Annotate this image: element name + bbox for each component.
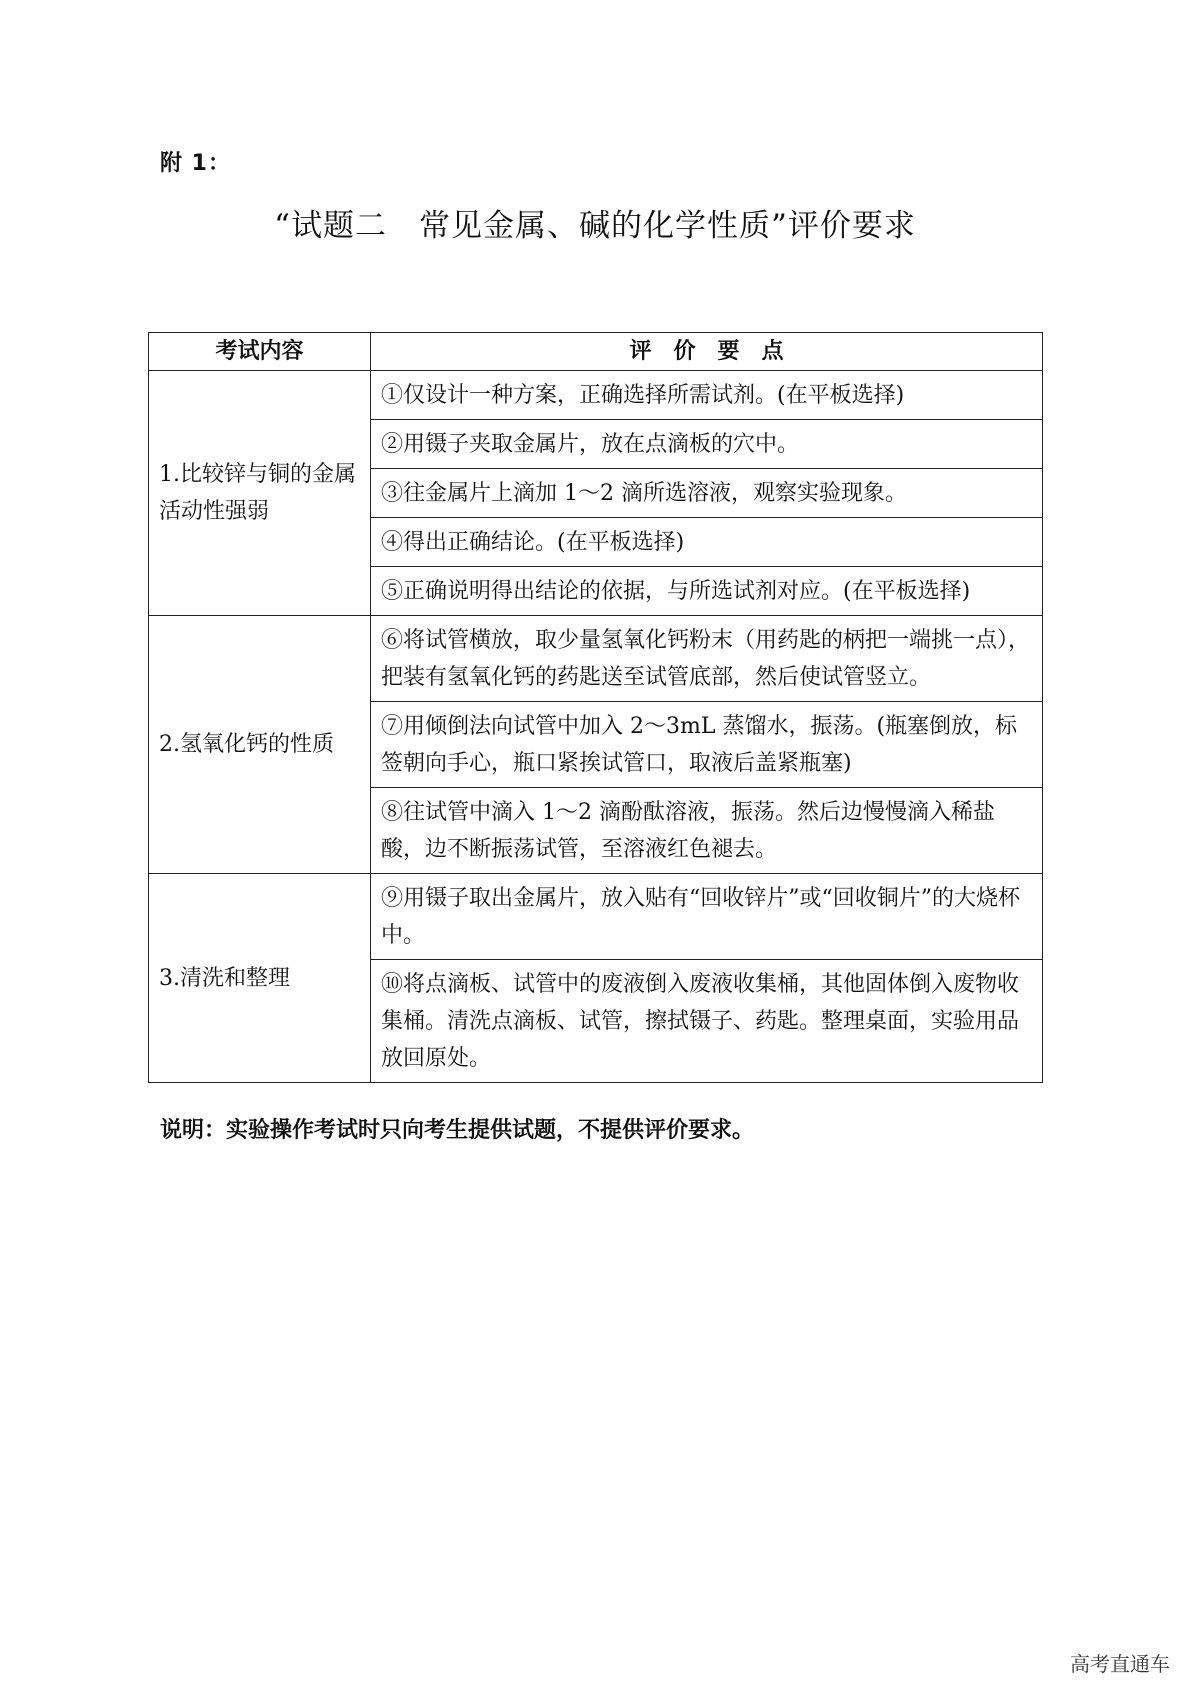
table-row (149, 616, 1043, 702)
section-3-content: 3.清洗和整理 (149, 874, 371, 1083)
point-6: ⑥将试管横放，取少量氢氧化钙粉末（用药匙的柄把一端挑一点），把装有氢氧化钙的药匙送至试管底部，然后使试管竖立。 (371, 616, 1043, 702)
header-exam-content: 考试内容 (149, 333, 371, 371)
point-9: ⑨用镊子取出金属片，放入贴有“回收锌片”或“回收铜片”的大烧杯中。 (371, 874, 1043, 960)
document-title: “试题二 常见金属、碱的化学性质”评价要求 (274, 208, 916, 244)
point-7: ⑦用倾倒法向试管中加入 2～3mL 蒸馏水，振荡。(瓶塞倒放，标签朝向手心，瓶口紧挨试管口，取液后盖紧瓶塞) (371, 702, 1043, 788)
header-evaluation-points: 评 价 要 点 (371, 333, 1043, 371)
point-10: ⑩将点滴板、试管中的废液倒入废液收集桶，其他固体倒入废物收集桶。清洗点滴板、试管，擦拭镊子、药匙。整理桌面，实验用品放回原处。 (371, 960, 1043, 1083)
table-row (149, 371, 1043, 420)
point-8: ⑧往试管中滴入 1～2 滴酚酞溶液，振荡。然后边慢慢滴入稀盐酸，边不断振荡试管，至溶液红色褪去。 (371, 788, 1043, 874)
explanatory-note: 说明：实验操作考试时只向考生提供试题，不提供评价要求。 (160, 1118, 755, 1143)
point-1: ①仅设计一种方案，正确选择所需试剂。(在平板选择) (371, 371, 1043, 420)
section-1-content: 1.比较锌与铜的金属活动性强弱 (149, 371, 371, 616)
section-2-content: 2.氢氧化钙的性质 (149, 616, 371, 874)
watermark-text: 高考直通车 (1070, 1652, 1170, 1676)
point-5: ⑤正确说明得出结论的依据，与所选试剂对应。(在平板选择) (371, 567, 1043, 616)
table-header-row (149, 333, 1043, 371)
point-2: ②用镊子夹取金属片，放在点滴板的穴中。 (371, 420, 1043, 469)
evaluation-criteria-table (148, 332, 1043, 1083)
appendix-label: 附 1： (160, 151, 231, 176)
point-3: ③往金属片上滴加 1～2 滴所选溶液，观察实验现象。 (371, 469, 1043, 518)
point-4: ④得出正确结论。(在平板选择) (371, 518, 1043, 567)
table-row (149, 874, 1043, 960)
